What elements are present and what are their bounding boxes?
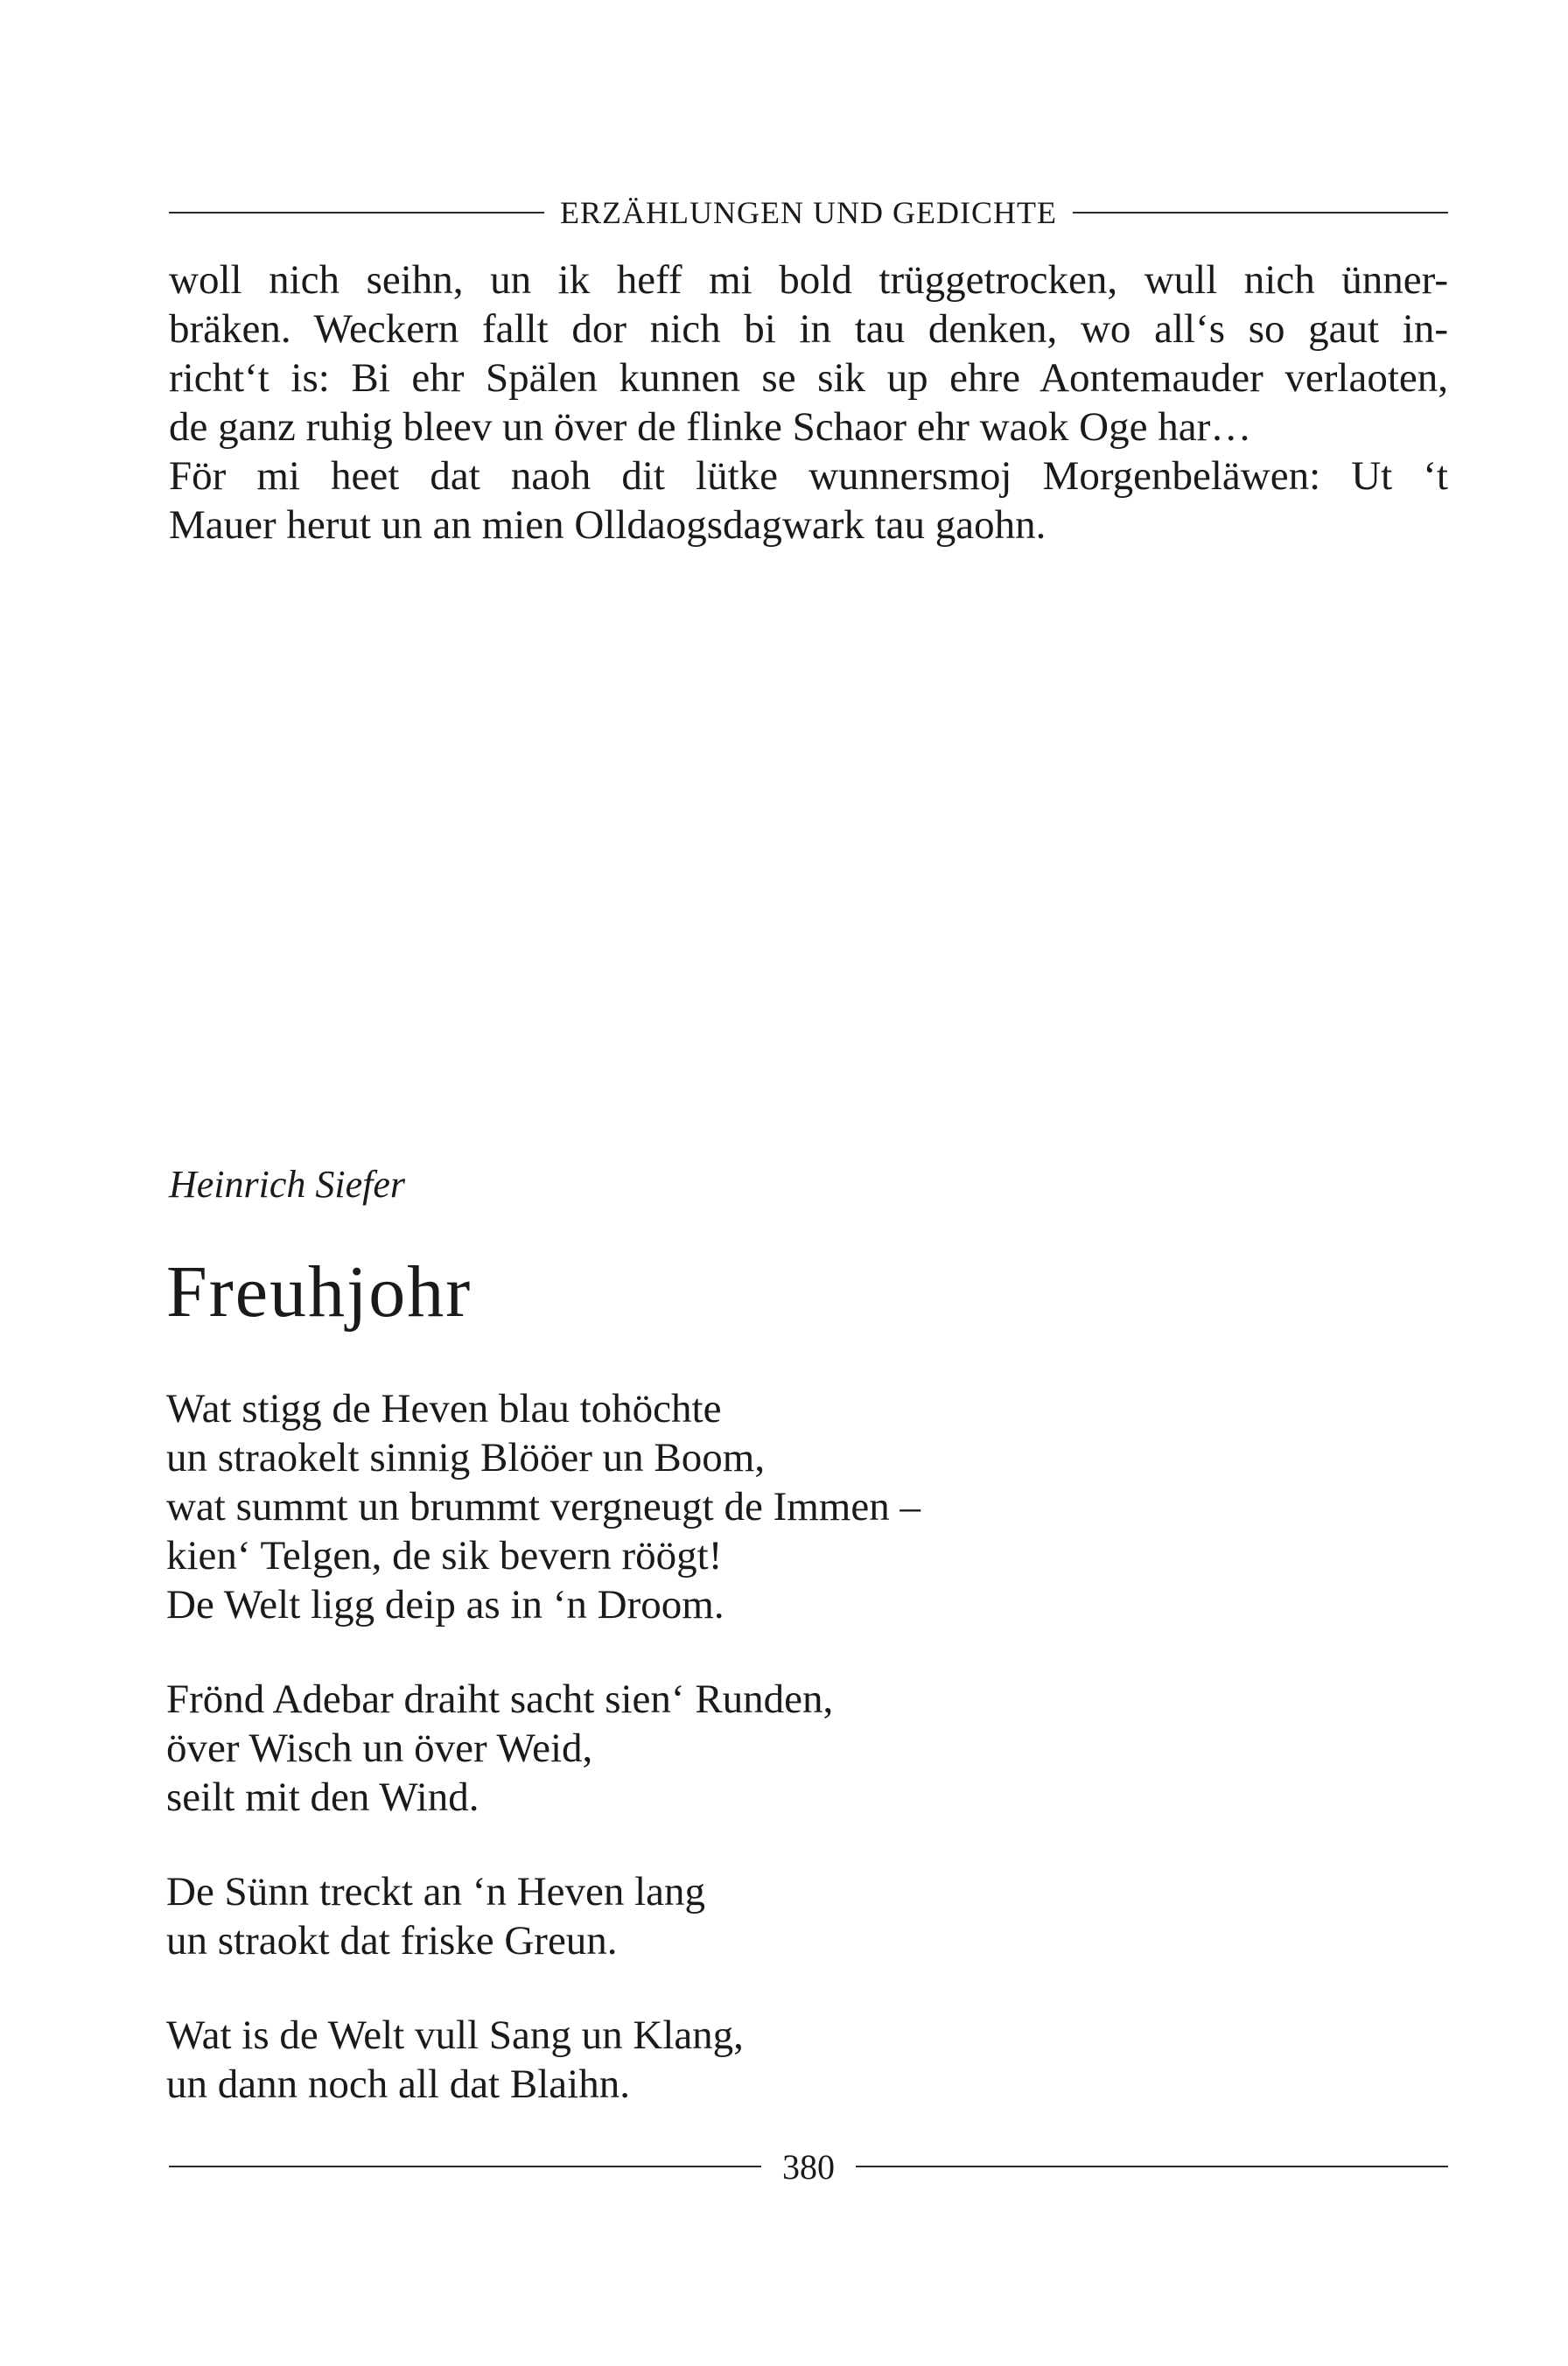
poem-verse: över Wisch un över Weid,	[166, 1726, 593, 1771]
poem-verse: kien‘ Telgen, de sik bevern röögt!	[166, 1533, 723, 1578]
header-rule-right	[1073, 212, 1448, 214]
header-rule-left	[169, 212, 544, 214]
prose-paragraph	[169, 256, 1448, 550]
poem-verse: Frönd Adebar draiht sacht sien‘ Runden,	[166, 1676, 834, 1722]
prose-line: de ganz ruhig bleev un över de flinke Schaor ehr waok Oge har…	[169, 404, 1252, 450]
footer-rule-right	[856, 2166, 1448, 2167]
prose-line: woll nich seihn, un ik heff mi bold trüggetrocken, wull nich ünner-	[169, 257, 1448, 303]
poem-title: Freuhjohr	[166, 1251, 472, 1333]
running-header-title: ERZÄHLUNGEN UND GEDICHTE	[560, 195, 1057, 230]
poem-verse: wat summt un brummt vergneugt de Immen –	[166, 1484, 920, 1530]
poem-verse: un dann noch all dat Blaihn.	[166, 2062, 630, 2107]
poem-stanza	[166, 2011, 1041, 2109]
page-number: 380	[782, 2146, 835, 2187]
poem-stanza	[166, 1867, 1041, 1965]
prose-line: För mi heet dat naoh dit lütke wunnersmoj Morgenbeläwen: Ut ‘t	[169, 453, 1448, 499]
poem-verse: De Sünn treckt an ‘n Heven lang	[166, 1869, 706, 1914]
poem-verse: un straokt dat friske Greun.	[166, 1918, 618, 1964]
footer-rule-left	[169, 2166, 761, 2167]
poem-author: Heinrich Siefer	[169, 1163, 406, 1206]
poem-verse: un straokelt sinnig Blööer un Boom,	[166, 1435, 766, 1480]
prose-line: richt‘t is: Bi ehr Spälen kunnen se sik up ehre Aontemauder verlaoten,	[169, 355, 1448, 401]
poem-stanza	[166, 1384, 1041, 1629]
running-header	[169, 191, 1448, 234]
poem-verse: Wat is de Welt vull Sang un Klang,	[166, 2012, 744, 2058]
prose-line: Mauer herut un an mien Olldaogsdagwark tau gaohn.	[169, 502, 1046, 548]
poem-stanza	[166, 1675, 1041, 1822]
poem-verse: Wat stigg de Heven blau tohöchte	[166, 1386, 722, 1432]
poem-body	[166, 1384, 1041, 2154]
prose-line: bräken. Weckern fallt dor nich bi in tau denken, wo all‘s so gaut in-	[169, 306, 1448, 352]
page-footer	[169, 2145, 1448, 2188]
poem-verse: De Welt ligg deip as in ‘n Droom.	[166, 1582, 724, 1628]
poem-verse: seilt mit den Wind.	[166, 1774, 480, 1820]
